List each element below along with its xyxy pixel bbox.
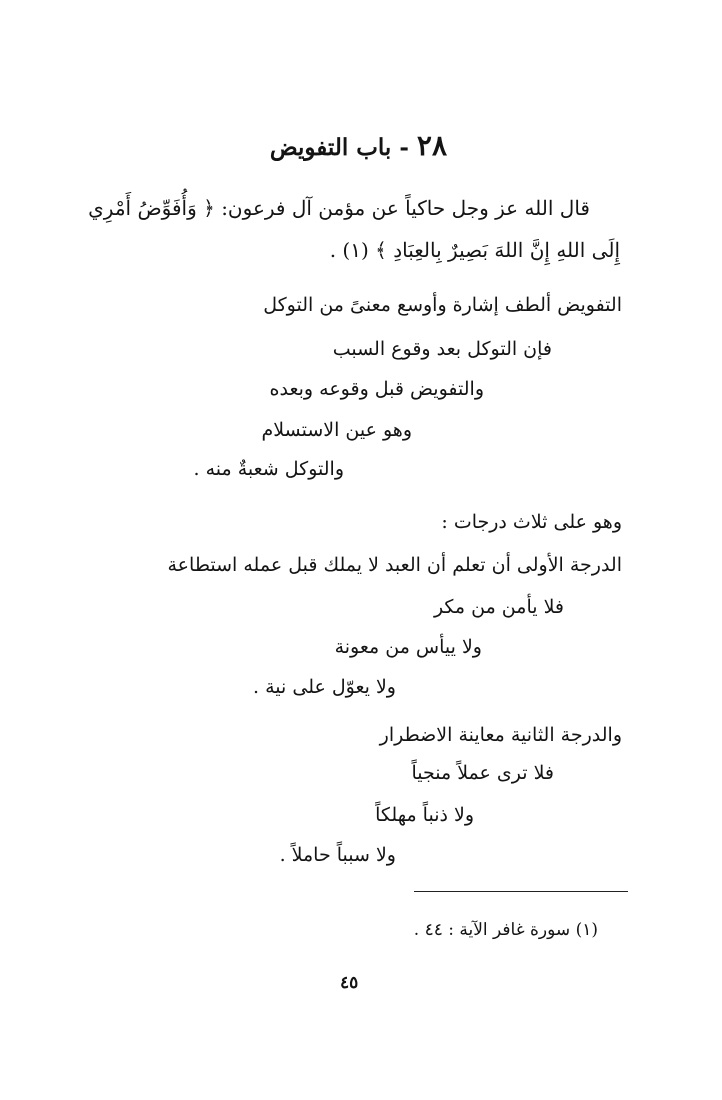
degree1-line-1: الدرجة الأولى أن تعلم أن العبد لا يملك قبل عمله استطاعة <box>167 554 622 576</box>
degrees-intro: وهو على ثلاث درجات : <box>441 511 622 533</box>
chapter-title: باب التفويض <box>269 134 392 161</box>
paragraph1-line-1: التفويض ألطف إشارة وأوسع معنىً من التوكل <box>263 294 622 316</box>
paragraph1-line-4: وهو عين الاستسلام <box>261 419 412 441</box>
footnote: (١) سورة غافر الآية : ٤٤ . <box>413 920 598 940</box>
degree1-line-4: ولا يعوّل على نية . <box>253 676 396 698</box>
paragraph1-line-3: والتفويض قبل وقوعه وبعده <box>269 378 484 400</box>
degree2-line-2: فلا ترى عملاً منجياً <box>411 762 554 784</box>
paragraph1-line-5: والتوكل شعبةٌ منه . <box>193 458 344 480</box>
degree1-line-2: فلا يأمن من مكر <box>433 596 564 618</box>
degree2-line-3: ولا ذنباً مهلكاً <box>375 804 474 826</box>
verse-line-2: إِلَى اللهِ إِنَّ اللهَ بَصِيرٌ بِالعِبَادِ ﴾ (١) . <box>329 238 620 262</box>
page-number: ٤٥ <box>340 973 359 993</box>
chapter-separator: - <box>399 134 409 161</box>
paragraph1-line-2: فإن التوكل بعد وقوع السبب <box>332 338 552 360</box>
degree2-line-4: ولا سبباً حاملاً . <box>279 844 396 866</box>
chapter-heading <box>269 129 447 162</box>
degree2-line-1: والدرجة الثانية معاينة الاضطرار <box>379 724 622 746</box>
footnote-divider <box>414 891 628 892</box>
degree1-line-3: ولا ييأس من معونة <box>334 636 482 658</box>
chapter-number: ٢٨ <box>416 129 447 162</box>
verse-line-1: قال الله عز وجل حاكياً عن مؤمن آل فرعون: ﴿ وَأُفَوِّضُ أَمْرِي <box>88 196 590 220</box>
